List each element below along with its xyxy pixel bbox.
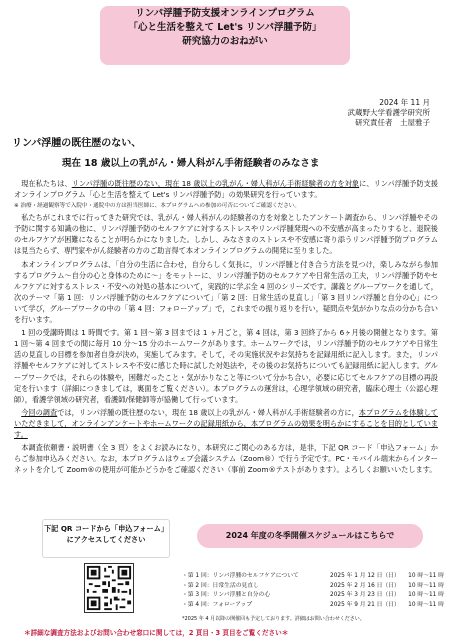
schedule-row [182, 582, 444, 592]
session-name: ・第 1 回：リンパ浮腫のセルフケアについて [182, 573, 299, 579]
paragraph-4: 1 回の受講時間は 1 時間です。第 1 回〜第 3 回までは 1 ヶ月ごと，第 4 回は，第 3 回終了から 6ヶ月後の開催となります。第 1 回〜第 4 回までの間に毎月 10 分〜15 分のホームワークがあります。ホームワークでは，リンパ浮腫予防のセルフケアや日常生活の見直しの目標を参加者自身が決め，実施してみます。そして，その実施状況やお気持ちを記録用紙に記入します。また，リンパ浮腫やセルフケアに対してストレスや不安に感じた時に試した対処法や，その後のお気持ちについても記録用紙に記入します。グループワークでは，それらの体験や，困難だったこと・気がかりなこと等について分かち合い，必要に応じてセルフケアの目標の再設定を行います（詳細につきましては，裏面をご覧ください）。本プログラムの運営は，心理学領域の研究者，臨床心理士（公認心理師），看護学領域の研究者，看護師/保健師等が協働して行っています。 [14, 328, 438, 404]
p5-underlined-b: 本プログラムを体験していただきまして，オンラインアンケートやホームワークの記録用紙から，本プログラムの効果を明らかにすることを目的としています。 [14, 407, 438, 439]
title-box [100, 6, 350, 65]
paragraph-3: 本オンラインプログラムは、「自分の生活に合わせ，自分らしく気長に，リンパ浮腫と付き合う方法を見つけ，楽しみながら参加するプログラム〜自分の心と身体のために〜」をモットーに、リンパ浮腫予防のセルフケアや日常生活の工夫，リンパ浮腫予防やセルフケアに対するストレス・不安への対処の基本について，実践的に学ぶ全 4 回のシリーズです。講義とグループワークを通して，次のテーマ「第 1 回：リンパ浮腫予防のセルフケアについて」「第 2 回：日常生活の見直し」「第 3 回リンパ浮腫と自分の心」について学び，グループワークの中の「第 4 回：フォローアップ」で，これまでの振り返りを行い，疑問点や気がかりな点の分かち合いを行います。 [14, 259, 438, 325]
session-time: 10 時〜11 時 [408, 592, 444, 598]
qr-instruction [42, 519, 170, 558]
session-time: 10 時〜11 時 [408, 601, 444, 608]
qr-code[interactable] [84, 563, 134, 613]
schedule-list [182, 572, 444, 610]
p5-text: では，リンパ浮腫の既往歴のない，現在 18 歳以上の乳がん・婦人科がん手術経験者の方に， [57, 407, 359, 417]
document-date: 2024 年 11 月 [379, 98, 430, 107]
schedule-row [182, 591, 444, 601]
schedule-title: 2024 年度の冬季開催スケジュールはこちらで [197, 524, 423, 548]
paragraph-1 [14, 178, 438, 200]
session-date: 2025 年 1 月 12 日（日） [330, 573, 400, 579]
title-line-2: 「心と生活を整えて Let's リンパ浮腫予防」 [128, 22, 322, 33]
paragraph-5 [14, 407, 438, 440]
document-meta [348, 98, 431, 128]
schedule-row [182, 601, 444, 611]
title-line-3: 研究協力のおねがい [182, 36, 268, 47]
p1-text-a: 現在私たちは、 [21, 179, 72, 188]
p1-underlined: リンパ浮腫の既往歴のない，現在 18 歳以上の乳がん・婦人科がん手術経験者の方を対象 [71, 179, 360, 188]
schedule-row [182, 572, 444, 582]
researcher: 研究責任者 土屋雅子 [355, 118, 430, 127]
qr-label-line-1: 下記 QR コードから「申込フォーム」 [43, 524, 169, 533]
session-name: ・第 4 回：フォローアップ [182, 601, 253, 608]
section-heading: リンパ浮腫の既往歴のない、 [12, 138, 142, 149]
session-date: 2025 年 2 月 16 日（日） [330, 582, 400, 589]
audience-heading: 現在 18 歳以上の乳がん・婦人科がん手術経験者のみなさま [62, 158, 320, 169]
note: ※ 治療・経過観察等で入院中・通院中の方は担当医師に、本プログラムへの参加の可否についてご確認ください。 [14, 203, 300, 210]
session-date: 2025 年 9 月 21 日（日） [330, 601, 400, 608]
paragraph-2: 私たちがこれまでに行ってきた研究では、乳がん・婦人科がんの経験者の方を対象としたアンケート調査から、リンパ浮腫やその予防に関する知識の他に、リンパ浮腫予防のセルフケアに対するストレスやリンパ浮腫発現への不安感が高まったりすると、退院後のセルフケアが困難になることが明らかになりました。しかし、みなさまのストレスや不安感に寄り添うリンパ浮腫予防プログラムは見当たらず、専門家やがん経験者の方のご助言得て本オンラインプログラムの開発に至りました。 [14, 213, 438, 256]
session-time: 10 時〜11 時 [408, 582, 444, 589]
session-date: 2025 年 3 月 23 日（日） [330, 592, 400, 598]
title-line-1: リンパ浮腫予防支援オンラインプログラム [135, 8, 315, 19]
session-name: ・第 2 回：日常生活の見直し [182, 582, 259, 589]
p1-text-b: に、リンパ浮腫予防支援オンラインプログラム「心と生活を整えて Let's リンパ浮腫予防」の効果研究を行っています。 [14, 179, 438, 200]
institution: 武蔵野大学看護学研究所 [347, 108, 430, 117]
qr-code-icon [85, 564, 133, 612]
p5-underlined-a: 今回の調査 [21, 407, 58, 417]
qr-label-line-2: にアクセスしてください [66, 535, 146, 544]
schedule-note: *2025 年 4 月以降の開催回も予定しております。詳細はお問い合わせください。 [182, 616, 365, 622]
paragraph-6: 本調査依頼書・説明書（全 3 頁）をよくお読みになり，本研究にご関心のある方は，是非，下記 QR コード「申込フォーム」からご参加申込みください。なお，本プログラムはウェブ会議システム（Zoom®）で行う予定です。PC・モバイル端末からインターネットを介して Zoom®の使用が可能かどうかをご確認ください（事前 Zoom®テストがあります）。よろしくお願いいたします。 [14, 443, 438, 475]
footer-note: ＊詳細な調査方法およびお問い合わせ窓口に関しては，2 頁目・3 頁目をご覧ください＊ [24, 629, 289, 637]
session-name: ・第 3 回：リンパ浮腫と自分の心 [182, 592, 271, 598]
body-text [14, 178, 438, 477]
session-time: 10 時〜11 時 [408, 573, 444, 579]
